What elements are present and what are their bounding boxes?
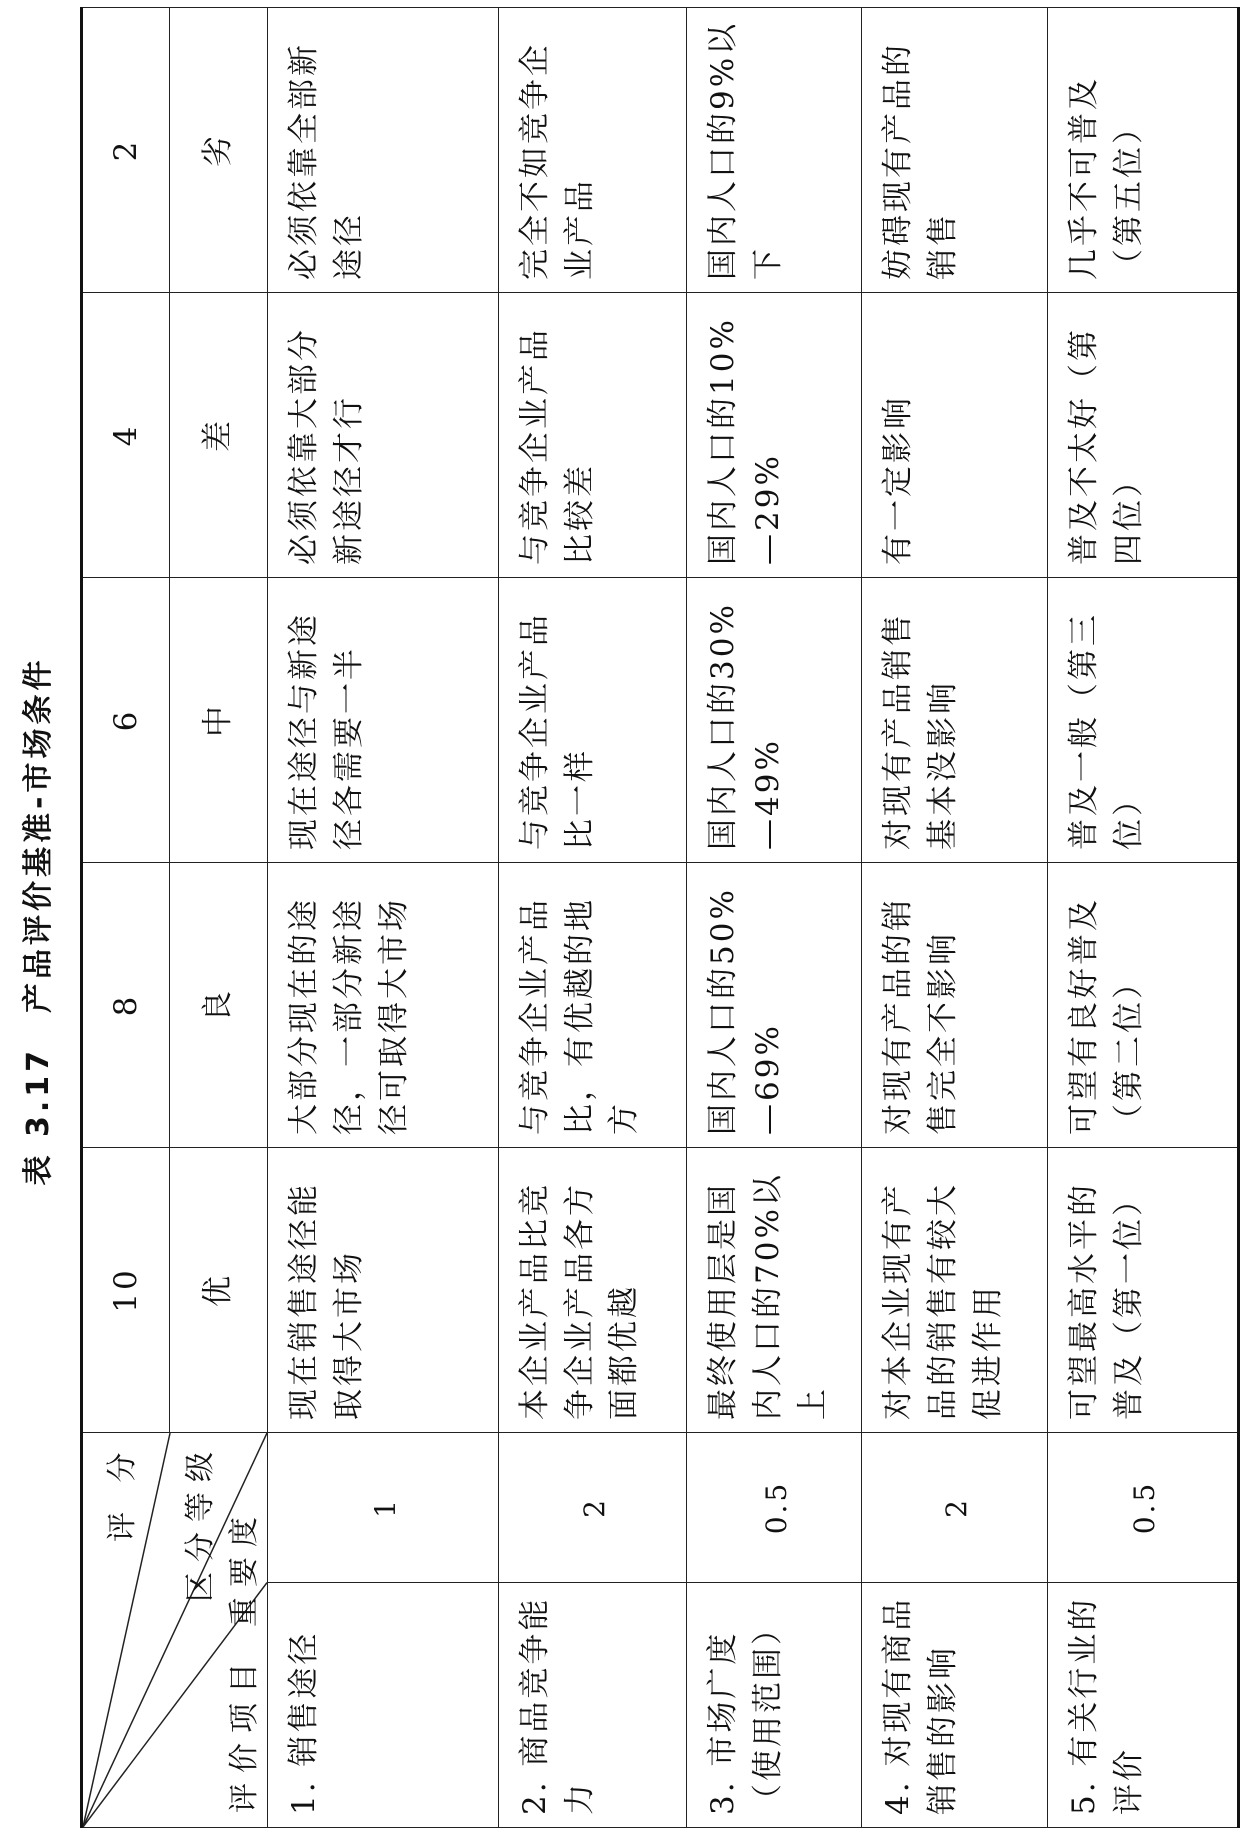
row-cell: 普及不太好（第四位）	[1048, 293, 1239, 578]
evaluation-table	[80, 7, 1240, 1828]
row-cell: 本企业产品比竞争企业产品各方面都优越	[498, 1148, 686, 1433]
score-header-row	[82, 8, 170, 1828]
score-6: 6	[82, 578, 170, 863]
table-row	[1048, 8, 1239, 1828]
row-cell: 现在途径与新途径各需要一半	[268, 578, 499, 863]
row-cell: 国内人口的10%—29%	[687, 293, 862, 578]
title-area	[0, 0, 70, 1843]
row-weight: 1	[268, 1433, 499, 1583]
row-item-label: 5. 有关行业的评价	[1048, 1583, 1239, 1828]
score-10: 10	[82, 1148, 170, 1433]
row-cell: 国内人口的9%以下	[687, 8, 862, 293]
row-cell: 与竞争企业产品比较差	[498, 293, 686, 578]
row-cell: 可望有良好普及（第二位）	[1048, 863, 1239, 1148]
row-weight: 0.5	[1048, 1433, 1239, 1583]
score-8: 8	[82, 863, 170, 1148]
row-cell: 可望最高水平的普及（第一位）	[1048, 1148, 1239, 1433]
table-row	[498, 8, 686, 1828]
row-item-label: 2. 商品竞争能力	[498, 1583, 686, 1828]
table-row	[687, 8, 862, 1828]
row-cell: 国内人口的50%—69%	[687, 863, 862, 1148]
score-2: 2	[82, 8, 170, 293]
row-cell: 对本企业现有产品的销售有较大促进作用	[862, 1148, 1048, 1433]
score-4: 4	[82, 293, 170, 578]
table-row	[268, 8, 499, 1828]
importance-axis-label: 重要度	[227, 1507, 262, 1627]
row-cell: 与竞争企业产品比一样	[498, 578, 686, 863]
row-cell: 完全不如竞争企业产品	[498, 8, 686, 293]
table-row	[862, 8, 1048, 1828]
grade-excellent: 优	[170, 1148, 268, 1433]
row-cell: 几乎不可普及（第五位）	[1048, 8, 1239, 293]
row-cell: 国内人口的30%—49%	[687, 578, 862, 863]
grade-poor: 差	[170, 293, 268, 578]
grade-good: 良	[170, 863, 268, 1148]
item-axis-label: 评价项目	[227, 1653, 262, 1813]
row-cell: 必须依靠全部新途径	[268, 8, 499, 293]
row-weight: 2	[862, 1433, 1048, 1583]
row-cell: 有一定影响	[862, 293, 1048, 578]
row-cell: 大部分现在的途径，一部分新途径可取得大市场	[268, 863, 499, 1148]
row-cell: 最终使用层是国内人口的70%以上	[687, 1148, 862, 1433]
row-cell: 对现有产品的销售完全不影响	[862, 863, 1048, 1148]
row-cell: 对现有产品销售基本没影响	[862, 578, 1048, 863]
row-cell: 普及一般（第三位）	[1048, 578, 1239, 863]
row-item-label: 3. 市场广度（使用范围）	[687, 1583, 862, 1828]
row-cell: 与竞争企业产品比，有优越的地方	[498, 863, 686, 1148]
table-title: 表 3.17 产品评价基准-市场条件	[21, 656, 56, 1186]
row-cell: 必须依靠大部分新途径才行	[268, 293, 499, 578]
row-item-label: 1. 销售途径	[268, 1583, 499, 1828]
row-cell: 现在销售途径能取得大市场	[268, 1148, 499, 1433]
row-weight: 0.5	[687, 1433, 862, 1583]
row-item-label: 4. 对现有商品销售的影响	[862, 1583, 1048, 1828]
row-cell: 妨碍现有产品的销售	[862, 8, 1048, 293]
grade-bad: 劣	[170, 8, 268, 293]
row-weight: 2	[498, 1433, 686, 1583]
diagonal-header-cell	[82, 1433, 268, 1828]
grade-axis-label: 区分等级	[183, 1442, 218, 1602]
grade-medium: 中	[170, 578, 268, 863]
score-axis-label: 评 分	[105, 1442, 140, 1542]
evaluation-table-container	[80, 8, 1240, 1828]
